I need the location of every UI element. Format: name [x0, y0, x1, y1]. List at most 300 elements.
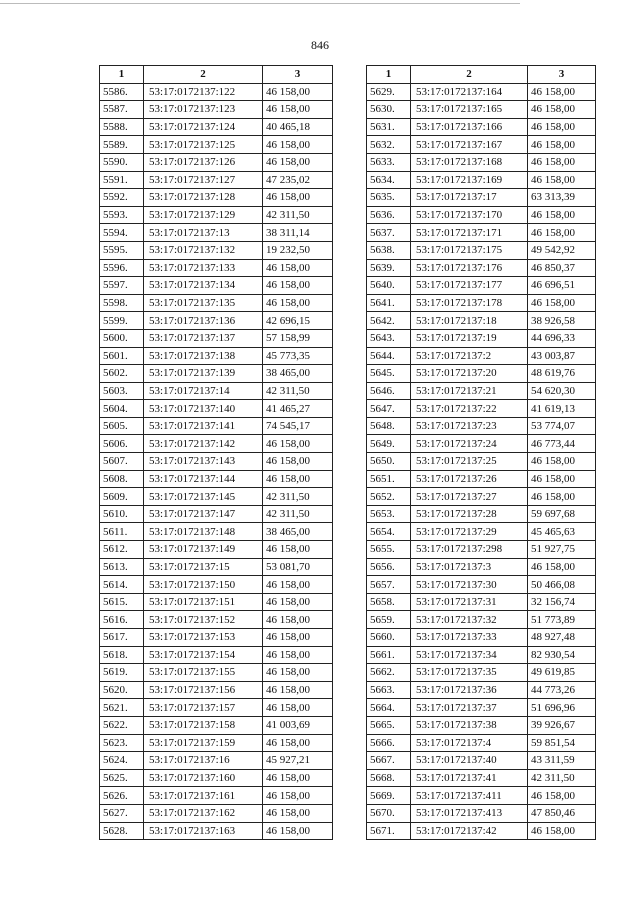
header-col-1: 1	[100, 66, 144, 84]
value: 46 158,00	[263, 101, 333, 119]
row-number: 5635.	[367, 189, 411, 207]
value: 46 158,00	[263, 734, 333, 752]
value: 46 158,00	[528, 101, 596, 119]
cadastral-number: 53:17:0172137:36	[411, 681, 528, 699]
value: 39 926,67	[528, 716, 596, 734]
row-number: 5603.	[100, 382, 144, 400]
row-number: 5670.	[367, 804, 411, 822]
cadastral-number: 53:17:0172137:29	[411, 523, 528, 541]
value: 82 930,54	[528, 646, 596, 664]
cadastral-number: 53:17:0172137:16	[144, 752, 263, 770]
row-number: 5641.	[367, 294, 411, 312]
value: 41 619,13	[528, 400, 596, 418]
table-row	[100, 523, 333, 541]
cadastral-number: 53:17:0172137:19	[411, 329, 528, 347]
table-row	[367, 558, 596, 576]
value: 41 003,69	[263, 716, 333, 734]
row-number: 5611.	[100, 523, 144, 541]
table-row	[367, 171, 596, 189]
cadastral-number: 53:17:0172137:15	[144, 558, 263, 576]
cadastral-number: 53:17:0172137:13	[144, 224, 263, 242]
cadastral-number: 53:17:0172137:145	[144, 488, 263, 506]
row-number: 5587.	[100, 101, 144, 119]
value: 46 158,00	[263, 629, 333, 647]
row-number: 5669.	[367, 787, 411, 805]
table-row	[367, 664, 596, 682]
table-row	[367, 523, 596, 541]
cadastral-number: 53:17:0172137:14	[144, 382, 263, 400]
table-row	[367, 787, 596, 805]
table-row	[367, 611, 596, 629]
row-number: 5599.	[100, 312, 144, 330]
value: 46 158,00	[263, 769, 333, 787]
table-row	[367, 153, 596, 171]
value: 49 619,85	[528, 664, 596, 682]
cadastral-number: 53:17:0172137:178	[411, 294, 528, 312]
cadastral-number: 53:17:0172137:139	[144, 365, 263, 383]
table-row	[367, 365, 596, 383]
row-number: 5646.	[367, 382, 411, 400]
cadastral-number: 53:17:0172137:129	[144, 206, 263, 224]
row-number: 5622.	[100, 716, 144, 734]
value: 45 927,21	[263, 752, 333, 770]
value: 47 850,46	[528, 804, 596, 822]
row-number: 5594.	[100, 224, 144, 242]
table-row	[367, 822, 596, 840]
value: 51 696,96	[528, 699, 596, 717]
cadastral-number: 53:17:0172137:138	[144, 347, 263, 365]
table-row	[100, 382, 333, 400]
cadastral-number: 53:17:0172137:134	[144, 277, 263, 295]
row-number: 5602.	[100, 365, 144, 383]
cadastral-number: 53:17:0172137:166	[411, 118, 528, 136]
table-row	[367, 576, 596, 594]
table-row	[100, 734, 333, 752]
table-row	[367, 382, 596, 400]
right-table	[366, 65, 596, 840]
cadastral-number: 53:17:0172137:140	[144, 400, 263, 418]
table-row	[367, 101, 596, 119]
cadastral-number: 53:17:0172137:165	[411, 101, 528, 119]
value: 38 465,00	[263, 523, 333, 541]
table-row	[367, 470, 596, 488]
table-row	[367, 329, 596, 347]
cadastral-number: 53:17:0172137:177	[411, 277, 528, 295]
table-row	[367, 224, 596, 242]
table-row	[100, 118, 333, 136]
scan-edge-line	[0, 3, 520, 4]
table-row	[367, 716, 596, 734]
header-col-3: 3	[528, 66, 596, 84]
row-number: 5637.	[367, 224, 411, 242]
table-row	[367, 629, 596, 647]
value: 46 158,00	[528, 83, 596, 101]
header-col-2: 2	[144, 66, 263, 84]
cadastral-number: 53:17:0172137:33	[411, 629, 528, 647]
cadastral-number: 53:17:0172137:23	[411, 417, 528, 435]
table-row	[100, 541, 333, 559]
cadastral-number: 53:17:0172137:42	[411, 822, 528, 840]
value: 46 158,00	[263, 435, 333, 453]
row-number: 5605.	[100, 417, 144, 435]
value: 46 158,00	[263, 541, 333, 559]
row-number: 5589.	[100, 136, 144, 154]
row-number: 5657.	[367, 576, 411, 594]
cadastral-number: 53:17:0172137:32	[411, 611, 528, 629]
value: 46 158,00	[263, 822, 333, 840]
cadastral-number: 53:17:0172137:21	[411, 382, 528, 400]
table-row	[367, 593, 596, 611]
value: 46 158,00	[263, 453, 333, 471]
table-row	[100, 153, 333, 171]
table-row	[100, 277, 333, 295]
row-number: 5624.	[100, 752, 144, 770]
row-number: 5630.	[367, 101, 411, 119]
row-number: 5665.	[367, 716, 411, 734]
row-number: 5648.	[367, 417, 411, 435]
value: 46 158,00	[263, 136, 333, 154]
value: 46 158,00	[528, 224, 596, 242]
page-number: 846	[311, 38, 329, 52]
value: 46 158,00	[263, 576, 333, 594]
row-number: 5667.	[367, 752, 411, 770]
value: 41 465,27	[263, 400, 333, 418]
value: 42 311,50	[263, 505, 333, 523]
row-number: 5647.	[367, 400, 411, 418]
table-row	[367, 136, 596, 154]
row-number: 5620.	[100, 681, 144, 699]
value: 46 158,00	[528, 488, 596, 506]
value: 46 158,00	[528, 206, 596, 224]
value: 43 003,87	[528, 347, 596, 365]
cadastral-number: 53:17:0172137:147	[144, 505, 263, 523]
table-row	[367, 681, 596, 699]
row-number: 5588.	[100, 118, 144, 136]
table-row	[367, 294, 596, 312]
cadastral-number: 53:17:0172137:122	[144, 83, 263, 101]
value: 49 542,92	[528, 241, 596, 259]
table-row	[367, 752, 596, 770]
table-row	[100, 681, 333, 699]
table-row	[100, 171, 333, 189]
value: 46 158,00	[263, 646, 333, 664]
row-number: 5619.	[100, 664, 144, 682]
row-number: 5591.	[100, 171, 144, 189]
table-row	[367, 312, 596, 330]
value: 44 696,33	[528, 329, 596, 347]
row-number: 5651.	[367, 470, 411, 488]
value: 54 620,30	[528, 382, 596, 400]
table-row	[100, 769, 333, 787]
cadastral-number: 53:17:0172137:136	[144, 312, 263, 330]
cadastral-number: 53:17:0172137:153	[144, 629, 263, 647]
right-table-header-row	[367, 66, 596, 84]
value: 59 851,54	[528, 734, 596, 752]
cadastral-number: 53:17:0172137:167	[411, 136, 528, 154]
value: 59 697,68	[528, 505, 596, 523]
row-number: 5662.	[367, 664, 411, 682]
table-row	[100, 241, 333, 259]
row-number: 5593.	[100, 206, 144, 224]
table-row	[100, 259, 333, 277]
value: 46 158,00	[263, 153, 333, 171]
row-number: 5632.	[367, 136, 411, 154]
row-number: 5609.	[100, 488, 144, 506]
row-number: 5636.	[367, 206, 411, 224]
header-col-2: 2	[411, 66, 528, 84]
value: 47 235,02	[263, 171, 333, 189]
cadastral-number: 53:17:0172137:144	[144, 470, 263, 488]
table-row	[367, 541, 596, 559]
row-number: 5629.	[367, 83, 411, 101]
cadastral-number: 53:17:0172137:168	[411, 153, 528, 171]
value: 42 311,50	[528, 769, 596, 787]
left-table-header-row	[100, 66, 333, 84]
table-row	[367, 417, 596, 435]
cadastral-number: 53:17:0172137:34	[411, 646, 528, 664]
row-number: 5645.	[367, 365, 411, 383]
cadastral-number: 53:17:0172137:40	[411, 752, 528, 770]
table-row	[367, 241, 596, 259]
row-number: 5601.	[100, 347, 144, 365]
value: 46 158,00	[528, 136, 596, 154]
cadastral-number: 53:17:0172137:158	[144, 716, 263, 734]
value: 46 158,00	[528, 118, 596, 136]
row-number: 5633.	[367, 153, 411, 171]
value: 46 158,00	[528, 787, 596, 805]
row-number: 5664.	[367, 699, 411, 717]
value: 42 696,15	[263, 312, 333, 330]
cadastral-number: 53:17:0172137:176	[411, 259, 528, 277]
cadastral-number: 53:17:0172137:162	[144, 804, 263, 822]
value: 46 696,51	[528, 277, 596, 295]
table-row	[100, 646, 333, 664]
row-number: 5627.	[100, 804, 144, 822]
row-number: 5650.	[367, 453, 411, 471]
table-row	[100, 189, 333, 207]
cadastral-number: 53:17:0172137:161	[144, 787, 263, 805]
row-number: 5668.	[367, 769, 411, 787]
table-row	[367, 453, 596, 471]
cadastral-number: 53:17:0172137:22	[411, 400, 528, 418]
cadastral-number: 53:17:0172137:20	[411, 365, 528, 383]
row-number: 5596.	[100, 259, 144, 277]
row-number: 5640.	[367, 277, 411, 295]
table-row	[100, 664, 333, 682]
row-number: 5649.	[367, 435, 411, 453]
row-number: 5661.	[367, 646, 411, 664]
cadastral-number: 53:17:0172137:157	[144, 699, 263, 717]
row-number: 5652.	[367, 488, 411, 506]
table-row	[100, 505, 333, 523]
row-number: 5631.	[367, 118, 411, 136]
table-row	[100, 83, 333, 101]
cadastral-number: 53:17:0172137:141	[144, 417, 263, 435]
header-col-1: 1	[367, 66, 411, 84]
row-number: 5597.	[100, 277, 144, 295]
row-number: 5654.	[367, 523, 411, 541]
cadastral-number: 53:17:0172137:143	[144, 453, 263, 471]
cadastral-number: 53:17:0172137:171	[411, 224, 528, 242]
cadastral-number: 53:17:0172137:175	[411, 241, 528, 259]
table-row	[100, 716, 333, 734]
table-row	[367, 189, 596, 207]
table-row	[367, 804, 596, 822]
value: 43 311,59	[528, 752, 596, 770]
value: 51 927,75	[528, 541, 596, 559]
row-number: 5663.	[367, 681, 411, 699]
cadastral-number: 53:17:0172137:163	[144, 822, 263, 840]
cadastral-number: 53:17:0172137:132	[144, 241, 263, 259]
cadastral-number: 53:17:0172137:298	[411, 541, 528, 559]
value: 46 773,44	[528, 435, 596, 453]
table-row	[367, 347, 596, 365]
table-row	[367, 400, 596, 418]
cadastral-number: 53:17:0172137:155	[144, 664, 263, 682]
cadastral-number: 53:17:0172137:30	[411, 576, 528, 594]
row-number: 5671.	[367, 822, 411, 840]
value: 38 311,14	[263, 224, 333, 242]
cadastral-number: 53:17:0172137:169	[411, 171, 528, 189]
value: 46 158,00	[263, 277, 333, 295]
table-row	[367, 699, 596, 717]
cadastral-number: 53:17:0172137:170	[411, 206, 528, 224]
table-row	[367, 769, 596, 787]
table-row	[100, 488, 333, 506]
cadastral-number: 53:17:0172137:124	[144, 118, 263, 136]
value: 46 158,00	[528, 294, 596, 312]
table-row	[100, 136, 333, 154]
value: 42 311,50	[263, 488, 333, 506]
table-row	[100, 804, 333, 822]
cadastral-number: 53:17:0172137:37	[411, 699, 528, 717]
row-number: 5616.	[100, 611, 144, 629]
cadastral-number: 53:17:0172137:154	[144, 646, 263, 664]
table-row	[367, 505, 596, 523]
cadastral-number: 53:17:0172137:28	[411, 505, 528, 523]
table-row	[100, 558, 333, 576]
value: 48 927,48	[528, 629, 596, 647]
row-number: 5653.	[367, 505, 411, 523]
value: 46 158,00	[263, 294, 333, 312]
table-row	[100, 453, 333, 471]
cadastral-number: 53:17:0172137:148	[144, 523, 263, 541]
cadastral-number: 53:17:0172137:35	[411, 664, 528, 682]
value: 46 158,00	[263, 259, 333, 277]
row-number: 5659.	[367, 611, 411, 629]
cadastral-number: 53:17:0172137:3	[411, 558, 528, 576]
row-number: 5642.	[367, 312, 411, 330]
cadastral-number: 53:17:0172137:413	[411, 804, 528, 822]
table-row	[100, 629, 333, 647]
cadastral-number: 53:17:0172137:137	[144, 329, 263, 347]
table-row	[100, 611, 333, 629]
table-row	[100, 347, 333, 365]
table-row	[100, 699, 333, 717]
cadastral-number: 53:17:0172137:26	[411, 470, 528, 488]
table-row	[100, 224, 333, 242]
table-row	[100, 312, 333, 330]
value: 46 158,00	[263, 681, 333, 699]
row-number: 5639.	[367, 259, 411, 277]
left-table	[99, 65, 333, 840]
table-row	[100, 787, 333, 805]
table-row	[367, 646, 596, 664]
cadastral-number: 53:17:0172137:151	[144, 593, 263, 611]
row-number: 5610.	[100, 505, 144, 523]
value: 46 158,00	[528, 470, 596, 488]
row-number: 5600.	[100, 329, 144, 347]
row-number: 5613.	[100, 558, 144, 576]
value: 46 158,00	[263, 699, 333, 717]
row-number: 5614.	[100, 576, 144, 594]
cadastral-number: 53:17:0172137:4	[411, 734, 528, 752]
value: 53 774,07	[528, 417, 596, 435]
row-number: 5608.	[100, 470, 144, 488]
row-number: 5623.	[100, 734, 144, 752]
value: 44 773,26	[528, 681, 596, 699]
value: 46 158,00	[263, 189, 333, 207]
row-number: 5592.	[100, 189, 144, 207]
value: 46 158,00	[263, 611, 333, 629]
table-row	[100, 435, 333, 453]
cadastral-number: 53:17:0172137:150	[144, 576, 263, 594]
value: 46 158,00	[528, 171, 596, 189]
cadastral-number: 53:17:0172137:27	[411, 488, 528, 506]
cadastral-number: 53:17:0172137:2	[411, 347, 528, 365]
cadastral-number: 53:17:0172137:142	[144, 435, 263, 453]
cadastral-number: 53:17:0172137:125	[144, 136, 263, 154]
cadastral-number: 53:17:0172137:127	[144, 171, 263, 189]
row-number: 5644.	[367, 347, 411, 365]
value: 19 232,50	[263, 241, 333, 259]
value: 42 311,50	[263, 206, 333, 224]
row-number: 5618.	[100, 646, 144, 664]
row-number: 5626.	[100, 787, 144, 805]
table-row	[367, 488, 596, 506]
value: 46 158,00	[263, 593, 333, 611]
row-number: 5666.	[367, 734, 411, 752]
value: 53 081,70	[263, 558, 333, 576]
table-row	[367, 734, 596, 752]
cadastral-number: 53:17:0172137:156	[144, 681, 263, 699]
table-row	[100, 365, 333, 383]
value: 42 311,50	[263, 382, 333, 400]
row-number: 5643.	[367, 329, 411, 347]
cadastral-number: 53:17:0172137:17	[411, 189, 528, 207]
cadastral-number: 53:17:0172137:128	[144, 189, 263, 207]
value: 63 313,39	[528, 189, 596, 207]
row-number: 5660.	[367, 629, 411, 647]
cadastral-number: 53:17:0172137:135	[144, 294, 263, 312]
cadastral-number: 53:17:0172137:31	[411, 593, 528, 611]
cadastral-number: 53:17:0172137:164	[411, 83, 528, 101]
value: 48 619,76	[528, 365, 596, 383]
table-row	[367, 83, 596, 101]
row-number: 5606.	[100, 435, 144, 453]
table-row	[100, 206, 333, 224]
value: 45 773,35	[263, 347, 333, 365]
value: 46 158,00	[263, 470, 333, 488]
table-row	[367, 118, 596, 136]
row-number: 5658.	[367, 593, 411, 611]
table-row	[100, 294, 333, 312]
cadastral-number: 53:17:0172137:152	[144, 611, 263, 629]
value: 46 158,00	[263, 664, 333, 682]
value: 46 158,00	[263, 787, 333, 805]
row-number: 5612.	[100, 541, 144, 559]
row-number: 5615.	[100, 593, 144, 611]
